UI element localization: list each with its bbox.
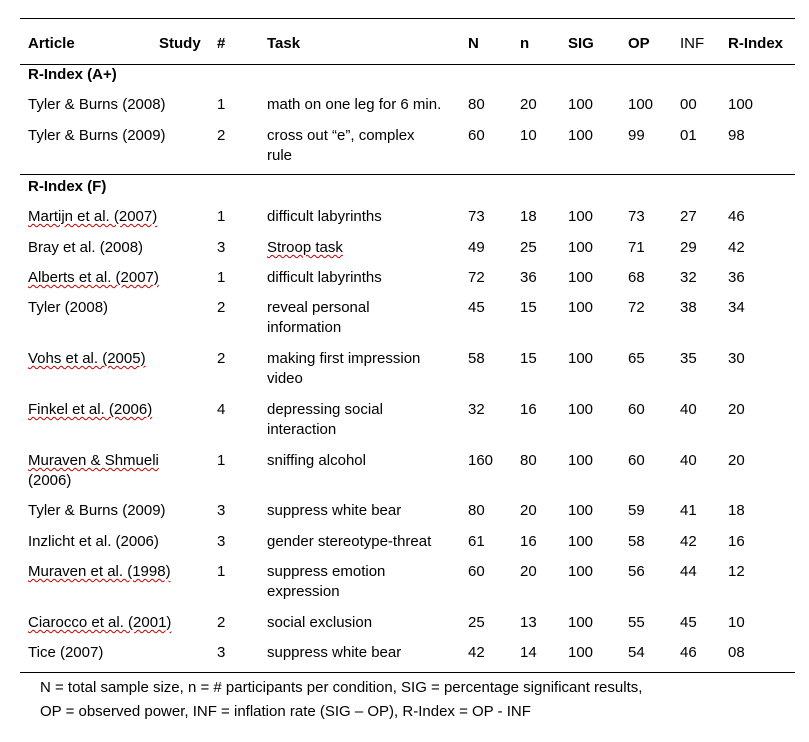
cell-n: 15 [520, 299, 537, 316]
header-task: Task [267, 35, 301, 52]
cell-n: 25 [520, 239, 537, 256]
cell-op: 54 [628, 644, 645, 661]
cell-sig: 100 [568, 269, 594, 286]
cell-N: 160 [468, 452, 494, 469]
cell-n: 16 [520, 533, 537, 550]
cell-sig: 100 [568, 239, 594, 256]
table-top-rule [20, 18, 795, 19]
table-footnote [40, 676, 642, 724]
header-rule [20, 64, 795, 65]
cell-task-line2: expression [267, 583, 340, 600]
cell-article [28, 349, 146, 369]
cell-inf: 40 [680, 452, 697, 469]
cell-inf: 45 [680, 614, 697, 631]
cell-num: 2 [217, 350, 226, 367]
article-text: Finkel et al. (2006) [28, 401, 153, 418]
cell-task: cross out “e”, complex [267, 127, 415, 144]
cell-sig: 100 [568, 127, 594, 144]
cell-op: 65 [628, 350, 645, 367]
cell-sig: 100 [568, 96, 594, 113]
cell-inf: 38 [680, 299, 697, 316]
header-num: # [217, 35, 226, 52]
cell-sig: 100 [568, 533, 594, 550]
cell-rindex: 34 [728, 299, 745, 316]
cell-n: 13 [520, 614, 537, 631]
cell-sig: 100 [568, 401, 594, 418]
cell-num: 1 [217, 563, 226, 580]
cell-sig: 100 [568, 350, 594, 367]
article-text: Ciarocco et al. (2001) [28, 614, 172, 631]
cell-num: 3 [217, 644, 226, 661]
cell-task: reveal personal [267, 299, 370, 316]
cell-article: Tyler & Burns (2009) [28, 502, 166, 519]
cell-num: 2 [217, 127, 226, 144]
cell-task-line2: interaction [267, 421, 337, 438]
header-inf: INF [680, 35, 705, 52]
cell-article [28, 451, 159, 471]
article-text: Vohs et al. (2005) [28, 350, 146, 367]
cell-op: 60 [628, 401, 645, 418]
cell-rindex: 46 [728, 208, 745, 225]
cell-article: Inzlicht et al. (2006) [28, 533, 159, 550]
cell-rindex: 08 [728, 644, 745, 661]
cell-rindex: 10 [728, 614, 745, 631]
table-row [20, 562, 795, 602]
cell-article: Tyler & Burns (2008) [28, 96, 166, 113]
cell-N: 32 [468, 401, 485, 418]
cell-N: 60 [468, 563, 485, 580]
cell-task-line2: information [267, 319, 342, 336]
cell-article [28, 562, 171, 582]
table-row [20, 451, 795, 491]
header-study: Study [159, 35, 201, 52]
section-label-f: R-Index (F) [28, 178, 107, 195]
cell-op: 59 [628, 502, 645, 519]
cell-inf: 35 [680, 350, 697, 367]
cell-sig: 100 [568, 299, 594, 316]
cell-article [28, 400, 152, 420]
cell-inf: 46 [680, 644, 697, 661]
section-label-a-plus: R-Index (A+) [28, 66, 117, 83]
header-rindex: R-Index [728, 35, 784, 52]
cell-n: 16 [520, 401, 537, 418]
table-row [20, 126, 795, 166]
cell-rindex: 98 [728, 127, 745, 144]
section-rule [20, 174, 795, 175]
cell-article: Tice (2007) [28, 644, 104, 661]
cell-N: 49 [468, 239, 485, 256]
cell-op: 100 [628, 96, 654, 113]
table-row [20, 400, 795, 440]
cell-n: 10 [520, 127, 537, 144]
article-text: Muraven & Shmueli [28, 452, 159, 469]
cell-op: 56 [628, 563, 645, 580]
cell-sig: 100 [568, 208, 594, 225]
cell-article [28, 207, 157, 227]
cell-N: 60 [468, 127, 485, 144]
cell-inf: 44 [680, 563, 697, 580]
cell-inf: 01 [680, 127, 697, 144]
table-row [20, 349, 795, 389]
cell-op: 60 [628, 452, 645, 469]
cell-rindex: 100 [728, 96, 754, 113]
table-bottom-rule [20, 672, 795, 673]
cell-num: 1 [217, 269, 226, 286]
cell-inf: 29 [680, 239, 697, 256]
cell-task-line2: rule [267, 147, 293, 164]
cell-article [28, 613, 171, 633]
cell-inf: 41 [680, 502, 697, 519]
cell-n: 20 [520, 96, 537, 113]
cell-N: 80 [468, 502, 485, 519]
cell-num: 3 [217, 239, 226, 256]
header-n: n [520, 35, 530, 52]
cell-num: 3 [217, 502, 226, 519]
cell-n: 18 [520, 208, 537, 225]
cell-rindex: 16 [728, 533, 745, 550]
cell-rindex: 20 [728, 452, 745, 469]
cell-sig: 100 [568, 644, 594, 661]
article-text: Martijn et al. (2007) [28, 208, 158, 225]
cell-N: 25 [468, 614, 485, 631]
cell-inf: 32 [680, 269, 697, 286]
cell-N: 61 [468, 533, 485, 550]
cell-sig: 100 [568, 563, 594, 580]
cell-inf: 40 [680, 401, 697, 418]
cell-rindex: 12 [728, 563, 745, 580]
cell-task: difficult labyrinths [267, 269, 382, 286]
cell-N: 42 [468, 644, 485, 661]
cell-num: 2 [217, 614, 226, 631]
cell-task: gender stereotype-threat [267, 533, 432, 550]
cell-num: 1 [217, 208, 226, 225]
cell-n: 15 [520, 350, 537, 367]
cell-n: 80 [520, 452, 537, 469]
cell-rindex: 18 [728, 502, 745, 519]
cell-num: 4 [217, 401, 226, 418]
cell-rindex: 42 [728, 239, 745, 256]
cell-op: 73 [628, 208, 645, 225]
cell-op: 68 [628, 269, 645, 286]
cell-article: Bray et al. (2008) [28, 239, 144, 256]
cell-sig: 100 [568, 502, 594, 519]
cell-rindex: 20 [728, 401, 745, 418]
footnote-line-1: N = total sample size, n = # participants per condition, SIG = percentage significant results, [40, 679, 643, 696]
cell-task: suppress white bear [267, 644, 402, 661]
cell-n: 36 [520, 269, 537, 286]
cell-num: 2 [217, 299, 226, 316]
cell-article: Tyler (2008) [28, 299, 109, 316]
cell-task: depressing social [267, 401, 383, 418]
cell-N: 80 [468, 96, 485, 113]
footnote-line-2: OP = observed power, INF = inflation rate (SIG – OP), R-Index = OP - INF [40, 703, 531, 720]
cell-task: suppress white bear [267, 502, 402, 519]
cell-sig: 100 [568, 452, 594, 469]
cell-article [28, 268, 159, 288]
cell-op: 71 [628, 239, 645, 256]
cell-task: difficult labyrinths [267, 208, 382, 225]
cell-inf: 42 [680, 533, 697, 550]
cell-task-line2: video [267, 370, 303, 387]
cell-task: sniffing alcohol [267, 452, 366, 469]
cell-article: Tyler & Burns (2009) [28, 127, 166, 144]
cell-num: 3 [217, 533, 226, 550]
cell-inf: 00 [680, 96, 697, 113]
table-header-row [20, 34, 795, 74]
cell-num: 1 [217, 452, 226, 469]
cell-sig: 100 [568, 614, 594, 631]
cell-N: 58 [468, 350, 485, 367]
task-text: Stroop task [267, 239, 343, 256]
cell-op: 72 [628, 299, 645, 316]
table-row [20, 298, 795, 338]
cell-num: 1 [217, 96, 226, 113]
cell-task: suppress emotion [267, 563, 386, 580]
cell-task: making first impression [267, 350, 421, 367]
cell-task: social exclusion [267, 614, 373, 631]
cell-op: 55 [628, 614, 645, 631]
article-text: Alberts et al. (2007) [28, 269, 159, 286]
cell-N: 73 [468, 208, 485, 225]
cell-rindex: 36 [728, 269, 745, 286]
header-article: Article [28, 35, 75, 52]
cell-N: 72 [468, 269, 485, 286]
cell-n: 20 [520, 502, 537, 519]
cell-n: 14 [520, 644, 537, 661]
cell-inf: 27 [680, 208, 697, 225]
header-sig: SIG [568, 35, 594, 52]
cell-N: 45 [468, 299, 485, 316]
cell-op: 58 [628, 533, 645, 550]
cell-rindex: 30 [728, 350, 745, 367]
cell-article-line2: (2006) [28, 472, 72, 489]
article-text: Muraven et al. (1998) [28, 563, 171, 580]
cell-n: 20 [520, 563, 537, 580]
header-op: OP [628, 35, 650, 52]
cell-op: 99 [628, 127, 645, 144]
header-N: N [468, 35, 479, 52]
cell-task [267, 238, 343, 258]
cell-task: math on one leg for 6 min. [267, 96, 442, 113]
